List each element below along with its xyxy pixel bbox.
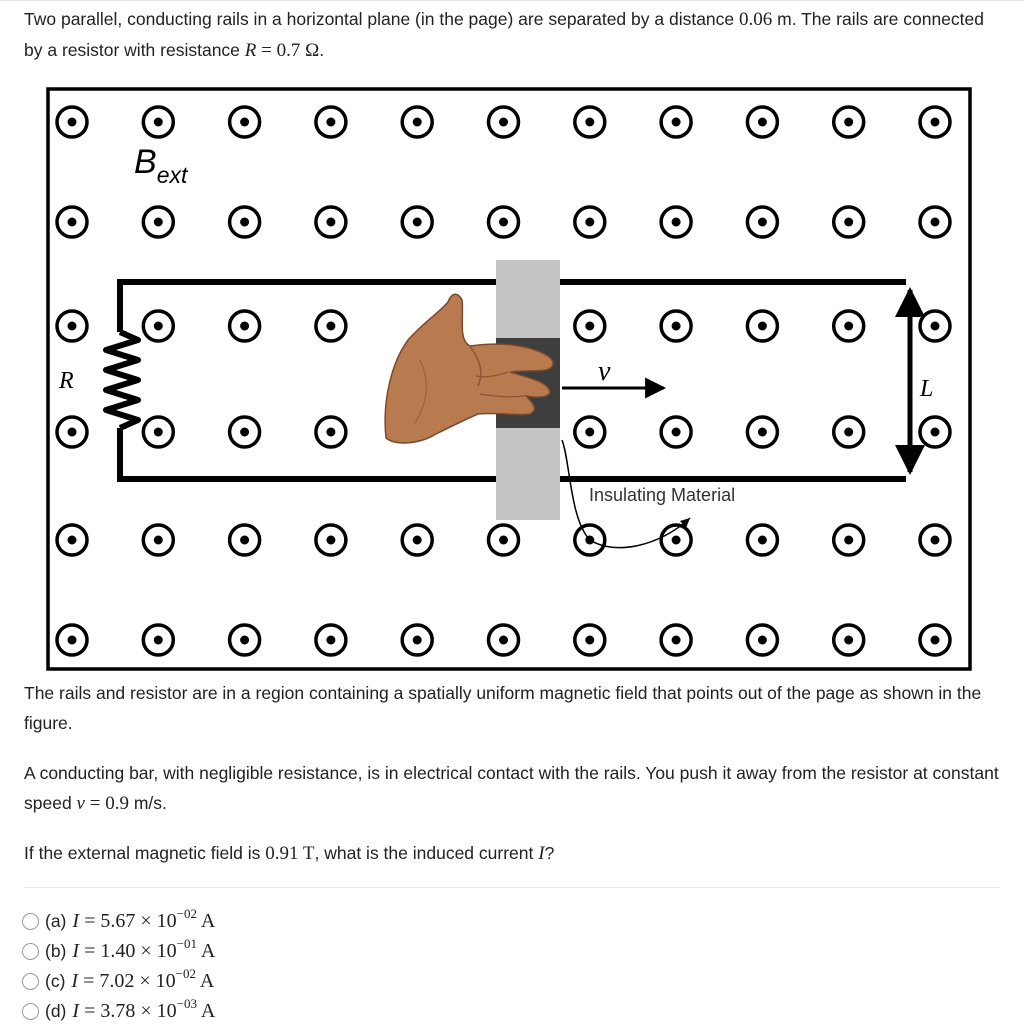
option-c-expression: $I = 7.02 \times 10^{-02}$ A <box>71 965 215 992</box>
field-out-of-page-symbol <box>230 625 260 655</box>
field-out-of-page-symbol <box>489 207 519 237</box>
field-out-of-page-symbol <box>575 207 605 237</box>
field-out-of-page-symbol <box>747 417 777 447</box>
field-out-of-page-symbol <box>920 107 950 137</box>
field-out-of-page-symbol <box>747 207 777 237</box>
field-out-of-page-symbol <box>316 417 346 447</box>
field-out-of-page-symbol <box>489 625 519 655</box>
speed-value: 0.9 <box>105 793 129 814</box>
speed-symbol: v <box>76 793 85 814</box>
option-c-letter: (c) <box>45 970 66 991</box>
field-out-of-page-symbol <box>57 311 87 341</box>
distance-value: 0.06 <box>739 9 773 30</box>
field-out-of-page-symbol <box>143 107 173 137</box>
field-out-of-page-symbol <box>834 417 864 447</box>
field-out-of-page-symbol <box>143 625 173 655</box>
intro-period: . <box>319 40 325 60</box>
field-out-of-page-symbol <box>143 311 173 341</box>
b-ext-label: $B_{ext}$ <box>134 143 188 188</box>
field-out-of-page-symbol <box>920 625 950 655</box>
speed-unit: m/s. <box>128 793 167 813</box>
intro-prefix: Two parallel, conducting rails in a horizontal plane (in the page) are separated by a distance <box>24 9 740 29</box>
field-out-of-page-symbol <box>920 525 950 555</box>
equals-sign: = <box>256 40 277 61</box>
question-prompt <box>24 838 999 869</box>
radio-button-b[interactable] <box>22 943 39 960</box>
field-out-of-page-symbol <box>230 417 260 447</box>
field-out-of-page-symbol <box>661 625 691 655</box>
v-label: v <box>598 356 611 387</box>
option-b-expression: $I = 1.40 \times 10^{-01}$ A <box>72 935 216 962</box>
ohm-unit: Ω <box>300 40 320 61</box>
radio-button-d[interactable] <box>22 1003 39 1020</box>
speed-equals: = <box>84 793 106 814</box>
field-out-of-page-symbol <box>834 107 864 137</box>
field-out-of-page-symbol <box>143 207 173 237</box>
field-out-of-page-symbol <box>489 525 519 555</box>
field-description: The rails and resistor are in a region containing a spatially uniform magnetic field that points out of the page as shown in the figure. <box>24 683 982 733</box>
resistance-symbol: R <box>244 40 257 61</box>
field-out-of-page-symbol <box>661 417 691 447</box>
field-out-of-page-symbol <box>402 525 432 555</box>
option-a-letter: (a) <box>45 910 67 931</box>
field-out-of-page-symbol <box>143 525 173 555</box>
insulating-material-label: Insulating Material <box>589 485 736 505</box>
ask-prefix: If the external magnetic field is <box>24 843 266 863</box>
radio-button-a[interactable] <box>22 913 39 930</box>
field-out-of-page-symbol <box>661 311 691 341</box>
option-d[interactable] <box>22 996 722 1026</box>
option-d-expression: $I = 3.78 \times 10^{-03}$ A <box>72 995 216 1022</box>
field-out-of-page-symbol <box>57 417 87 447</box>
field-out-of-page-symbol <box>834 525 864 555</box>
field-out-of-page-symbol <box>834 207 864 237</box>
field-out-of-page-symbol <box>230 525 260 555</box>
field-out-of-page-symbol <box>575 107 605 137</box>
field-out-of-page-symbol <box>920 311 950 341</box>
field-out-of-page-symbol <box>747 311 777 341</box>
answer-options <box>22 906 722 1026</box>
field-out-of-page-symbol <box>920 207 950 237</box>
field-out-of-page-symbol <box>57 525 87 555</box>
field-out-of-page-symbol <box>316 625 346 655</box>
current-symbol: I <box>538 843 545 864</box>
option-b[interactable] <box>22 936 722 966</box>
radio-button-c[interactable] <box>22 973 39 990</box>
field-out-of-page-symbol <box>230 311 260 341</box>
l-label: L <box>920 376 934 402</box>
option-d-letter: (d) <box>45 1000 67 1021</box>
field-unit: T <box>298 843 315 864</box>
field-out-of-page-symbol <box>230 107 260 137</box>
bar-description <box>24 758 999 819</box>
field-out-of-page-symbol <box>57 625 87 655</box>
push-prefix: A conducting bar, with negligible resistance, is in electrical contact with the rails. You push it away from the resistor at constant speed <box>24 763 999 813</box>
field-out-of-page-symbol <box>402 107 432 137</box>
field-out-of-page-symbol <box>143 417 173 447</box>
field-out-of-page-symbol <box>747 625 777 655</box>
field-value: 0.91 <box>265 843 299 864</box>
field-out-of-page-symbol <box>489 107 519 137</box>
option-b-letter: (b) <box>45 940 67 961</box>
ask-mid: , what is the induced current <box>314 843 539 863</box>
intro-mid: m. The rails are connected by a resistor with resistance <box>24 9 984 60</box>
option-a[interactable] <box>22 906 722 936</box>
r-label: R <box>59 368 74 394</box>
field-out-of-page-symbol <box>316 525 346 555</box>
field-out-of-page-symbol <box>834 311 864 341</box>
field-out-of-page-symbol <box>57 107 87 137</box>
field-out-of-page-symbol <box>575 417 605 447</box>
field-out-of-page-symbol <box>230 207 260 237</box>
field-out-of-page-symbol <box>316 107 346 137</box>
field-out-of-page-symbol <box>316 311 346 341</box>
field-out-of-page-symbol <box>747 107 777 137</box>
field-out-of-page-symbol <box>402 207 432 237</box>
field-out-of-page-symbol <box>661 207 691 237</box>
field-out-of-page-symbol <box>57 207 87 237</box>
field-out-of-page-symbol <box>575 625 605 655</box>
field-out-of-page-symbol <box>920 417 950 447</box>
ask-end: ? <box>544 843 555 863</box>
field-out-of-page-symbol <box>402 625 432 655</box>
field-out-of-page-symbol <box>575 311 605 341</box>
field-out-of-page-symbol <box>747 525 777 555</box>
options-divider <box>24 887 999 888</box>
resistance-value: 0.7 <box>276 40 301 61</box>
field-out-of-page-symbol <box>316 207 346 237</box>
option-c[interactable] <box>22 966 722 996</box>
option-a-expression: $I = 5.67 \times 10^{-02}$ A <box>72 905 216 932</box>
field-out-of-page-symbol <box>834 625 864 655</box>
field-out-of-page-symbol <box>661 107 691 137</box>
